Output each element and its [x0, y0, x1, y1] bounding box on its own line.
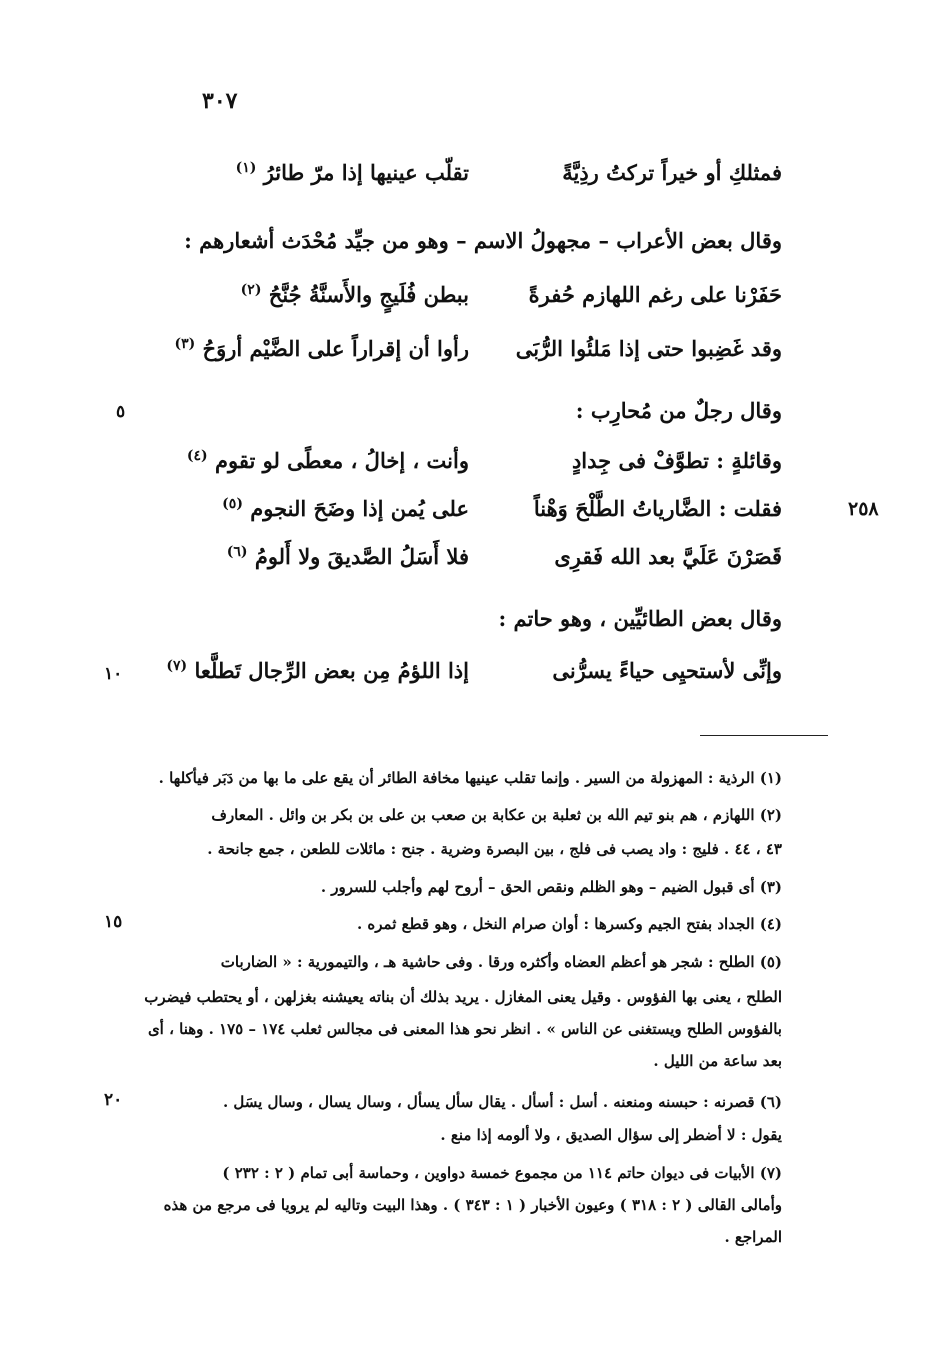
footnote-line: (٢) اللهازم ، هم بنو تيم الله بن ثعلبة بن عكابة بن صعب بن على بن بكر بن وائل . المعارف — [211, 806, 782, 824]
footnote-line: (٧) الأبيات فى ديوان حاتم ١١٤ من مجموع خمسة دواوين ، وحماسة أبى تمام ( ٢ : ٢٣٢ ) — [222, 1164, 782, 1182]
footnote-line: المراجع . — [724, 1228, 782, 1246]
hemistich-right: حَفَرْنا على رغم اللهازم حُفرةً — [528, 282, 782, 307]
footnote-ref: (٥) — [222, 496, 243, 512]
prose-line: وقال بعض الأعراب – مجهولُ الاسم – وهو من جيِّد مُحْدَث أشعارهم : — [184, 228, 782, 253]
hemistich-left — [241, 282, 469, 307]
footnote-line: ٤٣ ، ٤٤ . فليج : واد يصب فى فلج ، بين البصرة وضرية . جنح : مائلات للطعن ، جمع جانحة . — [207, 840, 782, 858]
footnote-line: وأمالى القالى ( ٢ : ٣١٨ ) وعيون الأخبار ( ١ : ٣٤٣ ) . وهذا البيت وتاليه لم يرويا فى مرجع من هذه — [163, 1196, 782, 1214]
footnote-line: (٥) الطلح : شجر هو أعظم العضاه وأكثره ورقا . وفى حاشية هـ ، والتيمورية : « الضاربات — [220, 953, 782, 971]
margin-line-number: ١٠ — [104, 664, 123, 684]
hemistich-text: رأوا أن إقراراً على الضَّيْم أروَحُ — [202, 336, 469, 361]
hemistich-right: فقلت : الضَّارياتُ الطَّلْحَ وَهْناً — [533, 496, 782, 521]
hemistich-text: على يُمن إذا وضَحَ النجوم — [250, 496, 469, 521]
hemistich-left — [174, 336, 469, 361]
hemistich-left — [227, 544, 469, 569]
footnote-ref: (٦) — [226, 544, 248, 560]
page-number: ٣٠٧ — [202, 88, 238, 114]
hemistich-left — [187, 448, 469, 473]
footnote-ref: (٢) — [240, 282, 262, 298]
prose-line: وقال رجلٌ من مُحارِب : — [575, 398, 782, 423]
hemistich-text: فلا أَسَلُ الصَّديقَ ولا أَلومُ — [254, 544, 469, 569]
footnote-line: الطلح ، يعنى بها الفؤوس . وقيل يعنى المغازل . يريد بذلك أن بناته يعيشنه بغزلهن ، أو يحتطب فيضرب — [144, 988, 782, 1006]
hemistich-right: وإنِّى لأستحيِى حياءً يسرُّنى — [552, 658, 782, 683]
footnote-line: (٦) قصرنه : حبسنه ومنعنه . أسل : أسأل . يقال سأل يسأل ، وسال يسال ، وسال يسَل . — [222, 1093, 782, 1111]
hemistich-text: ببطن فُلَيجٍ والأَسنَّةُ جُنَّحُ — [268, 282, 469, 307]
footnote-line: يقول : لا أضطر إلى سؤال الصديق ، ولا ألومه إذا منع . — [440, 1126, 782, 1144]
side-number: ٢٥٨ — [848, 498, 879, 520]
footnote-ref: (٣) — [174, 336, 196, 352]
prose-line: وقال بعض الطائيِّين ، وهو حاتم : — [498, 606, 782, 631]
footnote-ref: (٤) — [186, 448, 208, 464]
hemistich-left — [236, 160, 469, 185]
hemistich-right: فمثلكِ أو خيراً تركتُ رذِيَّةً — [562, 160, 782, 185]
footnote-line: بعد ساعة من الليل . — [653, 1052, 782, 1070]
margin-line-number: ٥ — [116, 402, 126, 422]
hemistich-text: إذا اللؤمُ مِن بعض الرِّجال تَطلَّعا — [194, 658, 469, 683]
footnote-ref: (١) — [235, 160, 257, 176]
footnote-line: (١) الرذية : المهزولة من السير . وإنما تقلب عينيها مخافة الطائر أن يقع على ما بها من دَبَر فيأكلها . — [158, 769, 782, 787]
hemistich-right: قَصَرْنَ عَلَيَّ بعد الله فَقرِى — [554, 544, 782, 569]
footnote-line: بالفؤوس الطلح ويستغنى عن الناس » . انظر نحو هذا المعنى فى مجالس ثعلب ١٧٤ – ١٧٥ . وهنا ، أى — [147, 1020, 782, 1038]
hemistich-left — [166, 658, 469, 683]
hemistich-text: تقلّب عينيها إذا مرّ طائرُ — [263, 160, 469, 185]
footnote-separator — [700, 735, 828, 736]
footnote-line: (٤) الجداد بفتح الجيم وكسرها : أوان صرام النخل ، وهو قطع ثمره . — [356, 915, 782, 933]
margin-line-number: ١٥ — [104, 912, 123, 932]
hemistich-text: وأنت ، إخالُ ، معطًى لو تقوم — [214, 448, 469, 473]
footnote-ref: (٧) — [166, 658, 188, 674]
footnote-line: (٣) أى قبول الضيم – وهو الظلم ونقص الحق – أروح لهم وأجلب للسرور . — [320, 878, 782, 896]
margin-line-number: ٢٠ — [104, 1090, 123, 1110]
hemistich-right: وقائلةٍ : تطوَّفْ فى جِدادٍ — [571, 448, 782, 473]
hemistich-left — [222, 496, 469, 521]
hemistich-right: وقد غَضِبوا حتى إذا مَلئُوا الرُّبَى — [515, 336, 782, 361]
